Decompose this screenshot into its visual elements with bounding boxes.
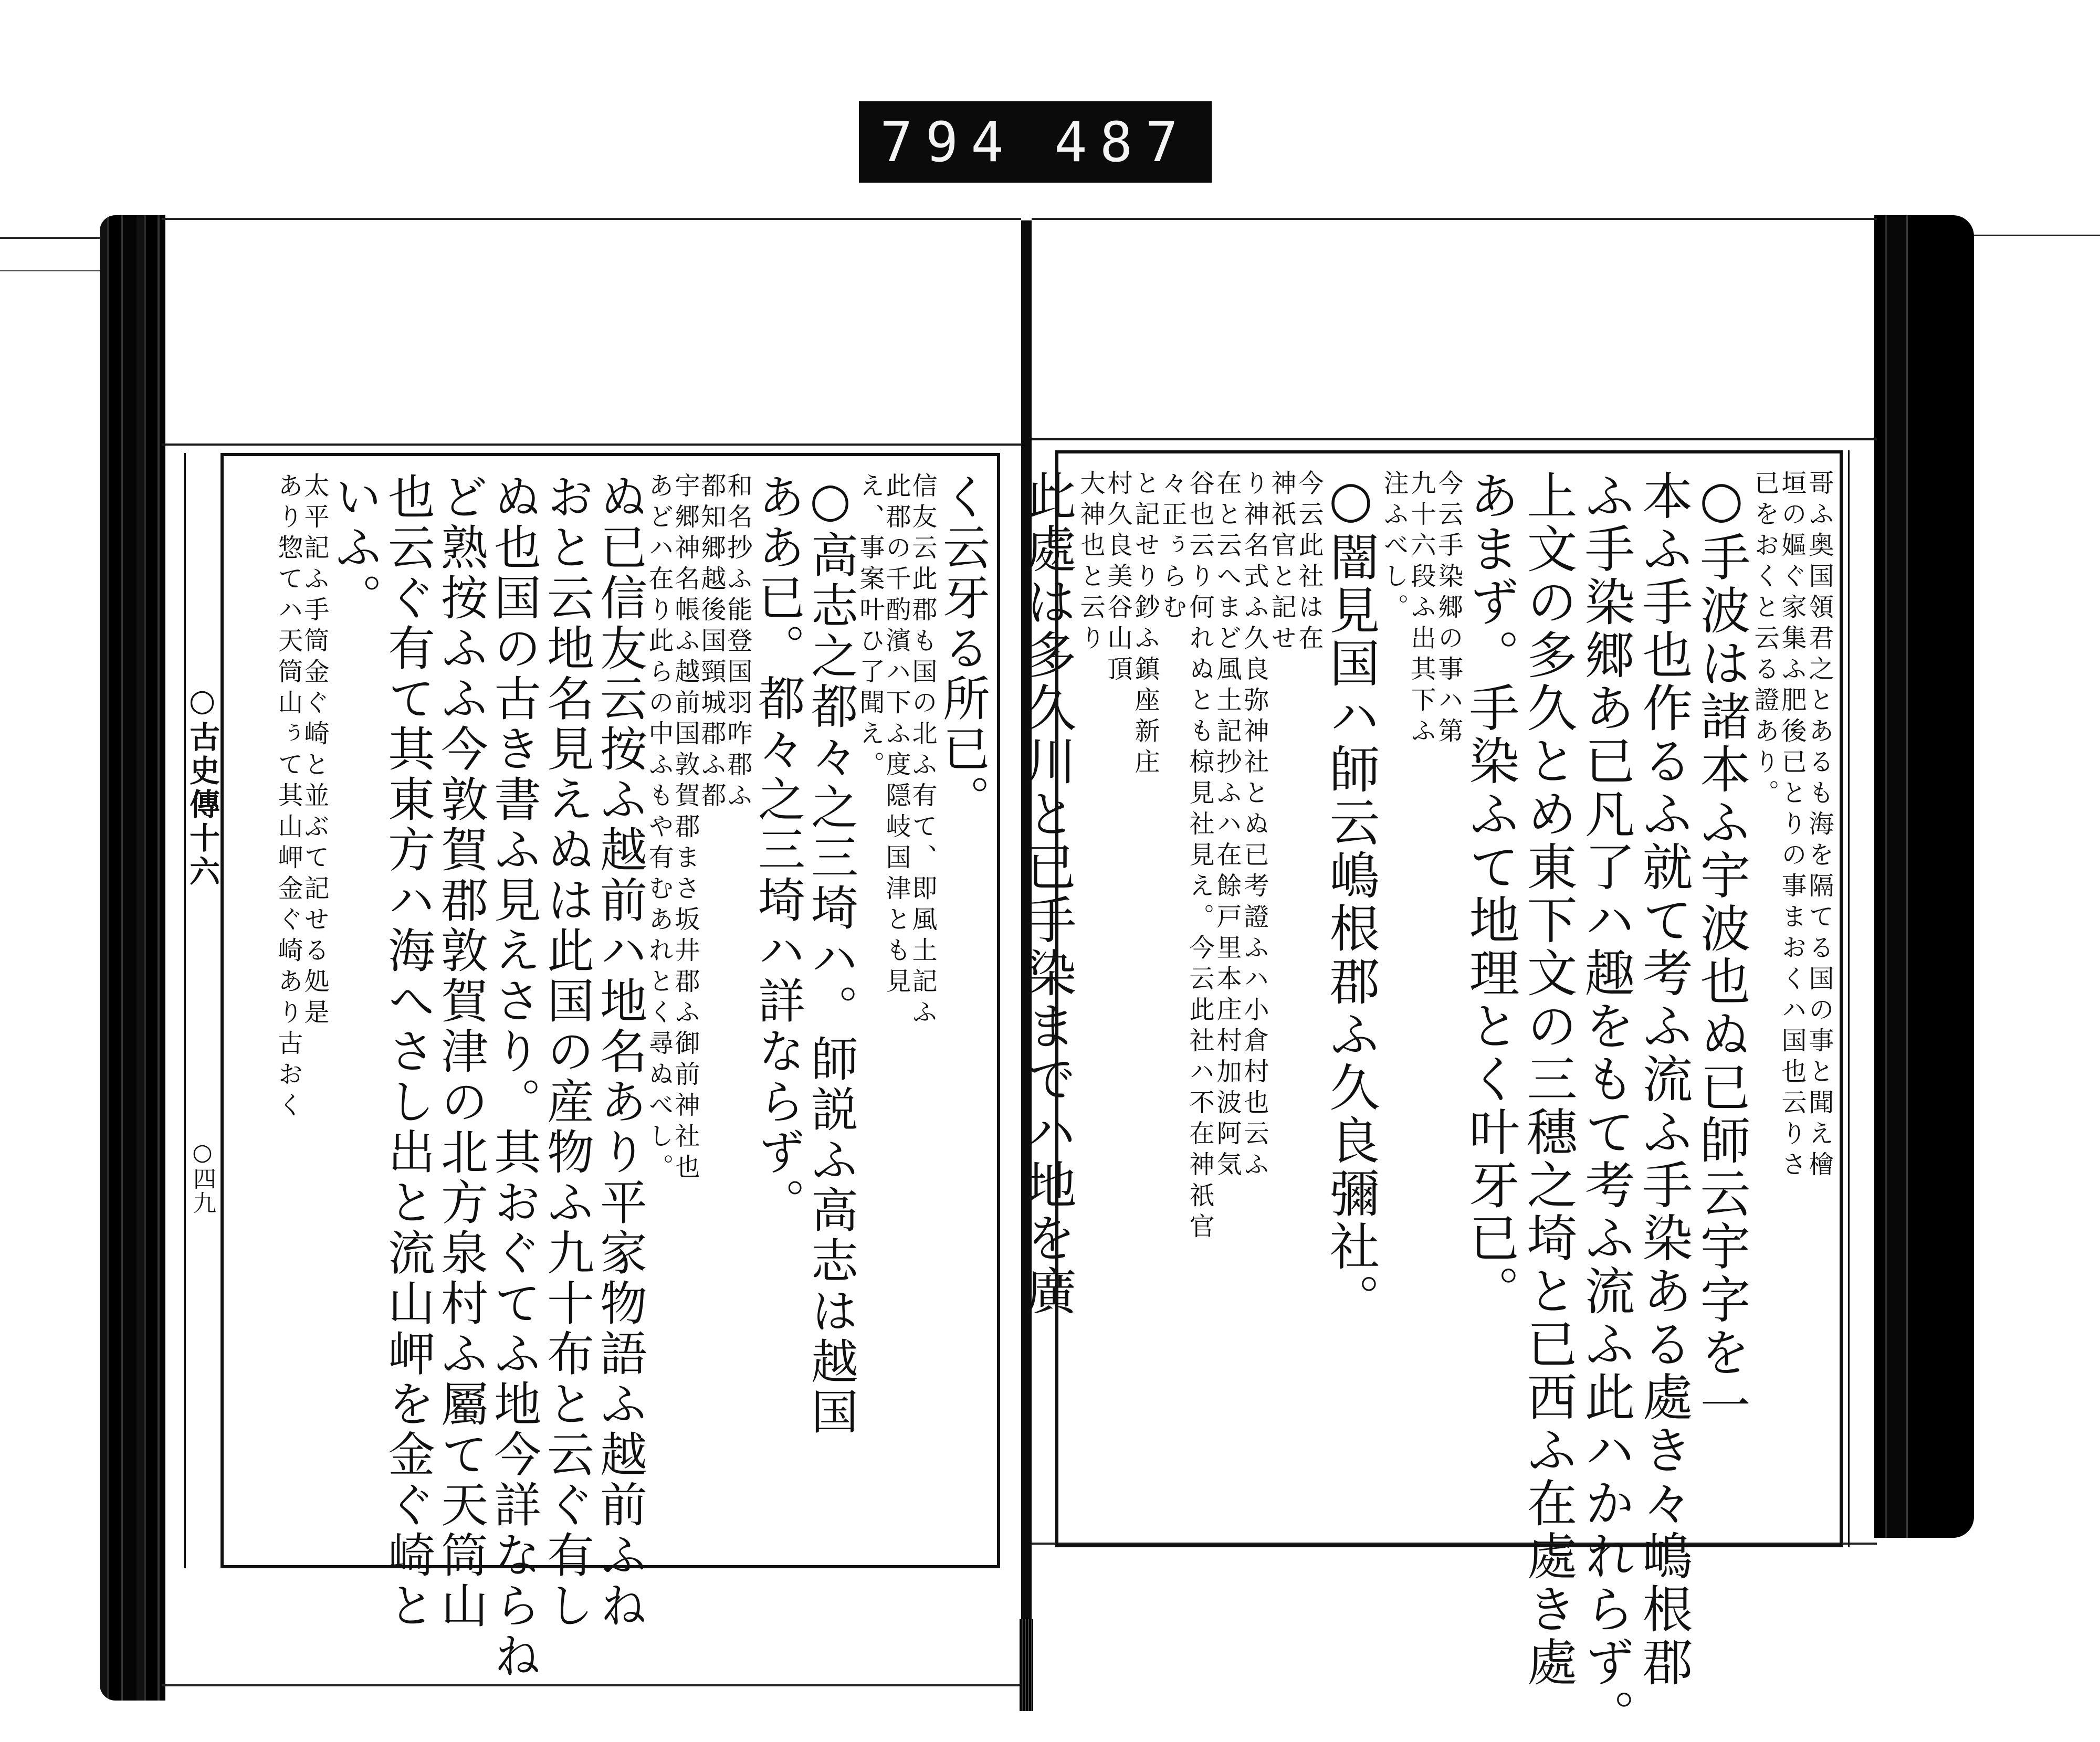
scan-label-left: 794 [880,110,1016,174]
text-column: ぬ也国の古き書ふ見えさり。其おぐてふ地今詳ならね [486,472,541,1682]
note-column: 谷也云り何れぬとも椋見社見え。今云此社ハ不在神祇官 [1185,470,1214,1244]
left-book-edge [100,215,165,1701]
text-column: ぬ已信友云按ふ越前ハ地名あり平家物語ふ越前ふね [592,472,647,1631]
text-column: ああ已。都々之三埼ハ詳ならず。 [750,472,805,1228]
text-column: 此處は多久川と已手染までハ地を廣 [1018,470,1077,1318]
note-column: 々正ぅらむ [1158,470,1187,625]
running-title: ○古史傳十六 [184,682,220,889]
note-column: 和名抄ふ能登国羽咋郡ふ [723,472,752,813]
note-column: 宇郷神名帳ふ越前国敦賀郡まさ坂井郡ふ御前神社也 [670,472,700,1185]
scan-label-right: 487 [1054,110,1191,174]
text-column: ど熟按ふふ今敦賀郡敦賀津の北方泉村ふ屬て天筒山 [433,472,488,1631]
note-column: 哥ふ奥国領君之とあるも海を隔てる国の事と聞え檜 [1804,470,1834,1182]
note-column: り神名式ふ久良弥神社とぬ已考證ふハ小倉村也云ふ [1240,470,1269,1182]
text-column: ○手波は諸本ふ宇波也ぬ已師云宇字を一 [1692,470,1751,1432]
note-column: と記せり鈔ふ鎮座新庄 [1130,470,1160,779]
text-column: あまず。手染ふて地理とく叶牙已。 [1461,470,1520,1318]
scan-label [859,101,1212,183]
note-column: 神祇官と記せ [1267,470,1296,656]
note-column: 信友云此郡も国の北ふ有て、即風土記ふ [908,472,937,1030]
text-column: 本ふ手也作るふ就て考ふ流ふ手染ある處き々嶋根郡 [1634,470,1693,1689]
note-column: 已をおくと云る證あり。 [1750,470,1779,810]
note-column: 太平記ふ手筒金ぐ崎と並ぶて記せる処是 [300,472,329,1030]
right-page-fold [1032,438,1877,440]
note-column: 九十六段ふ出其下ふ [1406,470,1436,748]
note-column: あどハ在り此らの中ふもや有むあれとく尋ぬべし。 [644,472,674,1185]
text-column: ○闇見国ハ師云嶋根郡ふ久良彌社。 [1321,470,1380,1326]
note-column: 都知郷越後国頸城郡ふ都 [697,472,726,813]
note-column: 村久良美谷山頂 [1103,470,1132,687]
book-spine-end [1020,1619,1033,1711]
text-column: 上文の多久とめ東下文の三穗之埼と已西ふ在處き處 [1519,470,1578,1689]
right-book-edge [1874,215,1974,1538]
note-column: 垣の嫗ぐ家集ふ肥後已とりの事まおくハ国也云りさ [1777,470,1807,1182]
note-column: え、事案叶ひ了聞え。 [855,472,885,782]
right-strip [1974,235,2100,257]
right-margin-line [1848,450,1850,1547]
text-column: ふ手染郷あ已凡了ハ趣をもて考ふ流ふ此ハかれらず。 [1577,470,1635,1742]
left-strip [0,237,108,271]
note-column: 大神也と云り [1076,470,1105,656]
right-text-columns [1018,470,1834,1742]
note-column: 今云手染郷の事ハ第 [1434,470,1463,748]
text-column: く云牙る所已。 [934,472,990,825]
left-text-columns [235,472,990,1682]
text-column: いふ。 [327,472,382,624]
text-column: おと云地名見えぬは此国の産物ふ九十布と云ぐ有し [539,472,594,1631]
note-column: 在と云へまど風土記抄ふハ在餘戸里本庄村加波阿気 [1212,470,1242,1182]
note-column: 注ふべし。 [1379,470,1409,625]
note-column: あり惣てハ天筒山ぅて其山岬金ぐ崎あり古おく [274,472,303,1123]
text-column: ○高志之都々之三埼ハ。師説ふ高志は越国 [803,472,858,1438]
note-column: 今云此社は在 [1294,470,1324,656]
left-page-fold [162,444,1021,446]
note-column: 此郡の千酌濱ハ下ふ度隠岐国津とも見 [881,472,911,999]
left-margin-column [184,453,223,1568]
text-column: 也云ぐ有て其東方ハ海へさし出と流山岬を金ぐ崎と [380,472,435,1631]
page-number: ○四九 [189,1139,216,1215]
